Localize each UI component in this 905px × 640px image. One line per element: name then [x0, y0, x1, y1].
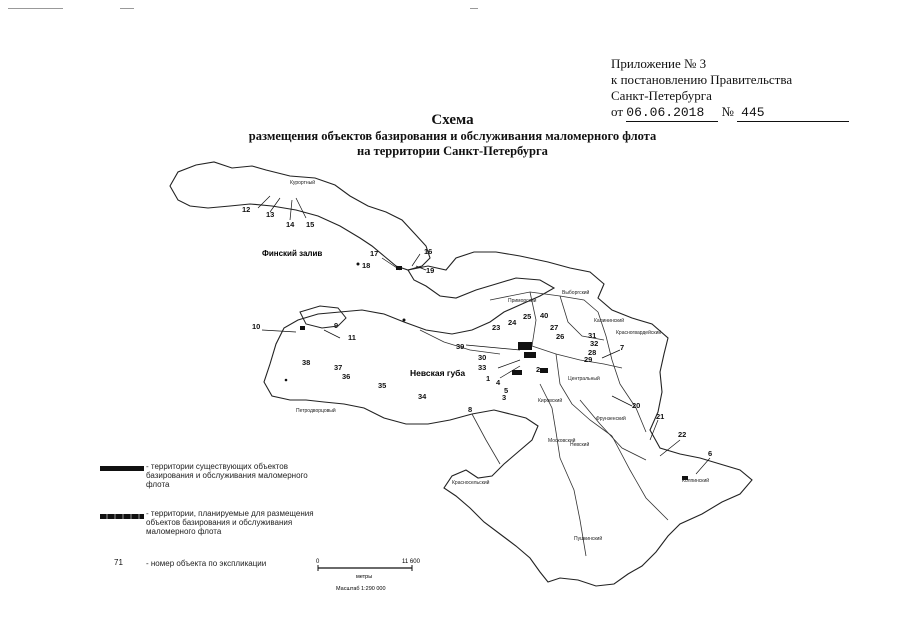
object-number: 17	[370, 249, 379, 258]
legend-existing: - территории существующих объектов базирования и обслуживания маломерного флота	[146, 462, 308, 489]
object-number: 34	[418, 392, 427, 401]
object-number: 39	[456, 342, 465, 351]
object-number: 20	[632, 401, 641, 410]
district-label: Калининский	[594, 318, 624, 324]
boundary-line	[532, 346, 622, 368]
district-label: Петродворцовый	[296, 408, 336, 414]
object-number: 14	[286, 220, 295, 229]
object-number: 29	[584, 355, 593, 364]
leader-line	[412, 254, 420, 266]
object-number: 33	[478, 363, 487, 372]
district-label: Невский	[570, 442, 590, 448]
object-number: 7	[620, 343, 625, 352]
object-number: 1	[486, 374, 491, 383]
object-marker	[540, 368, 548, 373]
object-number: 13	[266, 210, 275, 219]
object-number: 22	[678, 430, 687, 439]
object-marker	[518, 342, 532, 350]
boundary-line	[612, 436, 668, 520]
leader-line	[324, 330, 340, 338]
scale-bar	[316, 559, 421, 592]
object-number: 32	[590, 339, 599, 348]
object-number: 37	[334, 363, 343, 372]
district-label: Колпинский	[682, 478, 710, 484]
object-number: 21	[656, 412, 665, 421]
object-number: 36	[342, 372, 351, 381]
district-label: Приморский	[508, 298, 537, 304]
district-label: Красногвардейский	[616, 330, 662, 336]
object-marker	[403, 319, 406, 322]
object-number: 8	[468, 405, 473, 414]
district-label: Фрунзенский	[596, 416, 626, 422]
object-number: 24	[508, 318, 517, 327]
annex-line-3: Санкт-Петербурга	[611, 88, 712, 103]
title-line-3: на территории Санкт-Петербурга	[357, 144, 548, 158]
object-number: 2	[536, 365, 541, 374]
object-number: 30	[478, 353, 487, 362]
object-number: 23	[492, 323, 501, 332]
object-number: 4	[496, 378, 501, 387]
scale-start: 0	[316, 559, 320, 565]
scale-end: 11 600	[402, 559, 420, 565]
district-label: Красносельский	[452, 480, 490, 486]
annex-line-2: к постановлению Правительства	[611, 72, 793, 87]
legend-swatch-existing	[100, 466, 144, 471]
object-number: 10	[252, 322, 261, 331]
leader-line	[262, 330, 296, 332]
district-label: Курортный	[290, 180, 316, 186]
annex-date: 06.06.2018	[626, 105, 718, 122]
object-number: 3	[502, 393, 507, 402]
scale-unit: метры	[356, 574, 373, 580]
legend-number-desc: - номер объекта по экспликации	[146, 559, 267, 568]
district-label: Центральный	[568, 376, 600, 382]
object-number: 25	[523, 312, 532, 321]
district-label: Пушкинский	[574, 536, 603, 542]
leader-line	[290, 200, 292, 220]
water-label-gulf: Финский залив	[262, 249, 323, 258]
leader-line	[498, 360, 520, 368]
district-label: Выборгский	[562, 290, 590, 296]
object-number: 15	[306, 220, 315, 229]
object-number: 26	[556, 332, 565, 341]
title-line-1: Схема	[431, 112, 474, 128]
boundary-line	[556, 354, 612, 436]
object-number: 31	[588, 331, 597, 340]
object-marker	[300, 326, 305, 330]
water-label-bay: Невская губа	[410, 368, 466, 378]
title-line-2: размещения объектов базирования и обслуживания маломерного флота	[248, 129, 657, 143]
leader-line	[296, 198, 306, 218]
scale-ratio: Масштаб 1:290 000	[336, 586, 386, 592]
boundary-line	[472, 414, 500, 464]
object-number: 38	[302, 358, 311, 367]
district-label: Московский	[548, 438, 576, 444]
annex-no: №	[721, 104, 734, 119]
annex-from: от	[611, 104, 624, 119]
object-number: 12	[242, 205, 251, 214]
object-number: 16	[424, 247, 433, 256]
object-marker	[285, 379, 288, 382]
legend-number-sample: 71	[114, 558, 123, 567]
object-number: 19	[426, 266, 435, 275]
object-marker	[357, 263, 360, 266]
object-number: 35	[378, 381, 387, 390]
object-number: 5	[504, 386, 509, 395]
legend-planned: - территории, планируемые для размещения объектов базирования и обслуживания маломерного флота	[146, 509, 314, 536]
object-number: 6	[708, 449, 713, 458]
object-number: 40	[540, 311, 549, 320]
annex-number: 445	[737, 105, 849, 122]
object-number: 27	[550, 323, 559, 332]
district-label: Кировский	[538, 398, 563, 404]
object-number: 28	[588, 348, 597, 357]
legend-swatch-planned	[100, 514, 144, 519]
leader-line	[466, 345, 520, 350]
object-number: 18	[362, 261, 371, 270]
leader-line	[696, 458, 710, 474]
annex-line-1: Приложение № 3	[611, 56, 707, 71]
object-marker	[524, 352, 536, 358]
object-marker	[396, 266, 402, 270]
object-marker	[512, 370, 522, 375]
object-number: 9	[334, 321, 339, 330]
object-number: 11	[348, 333, 356, 342]
